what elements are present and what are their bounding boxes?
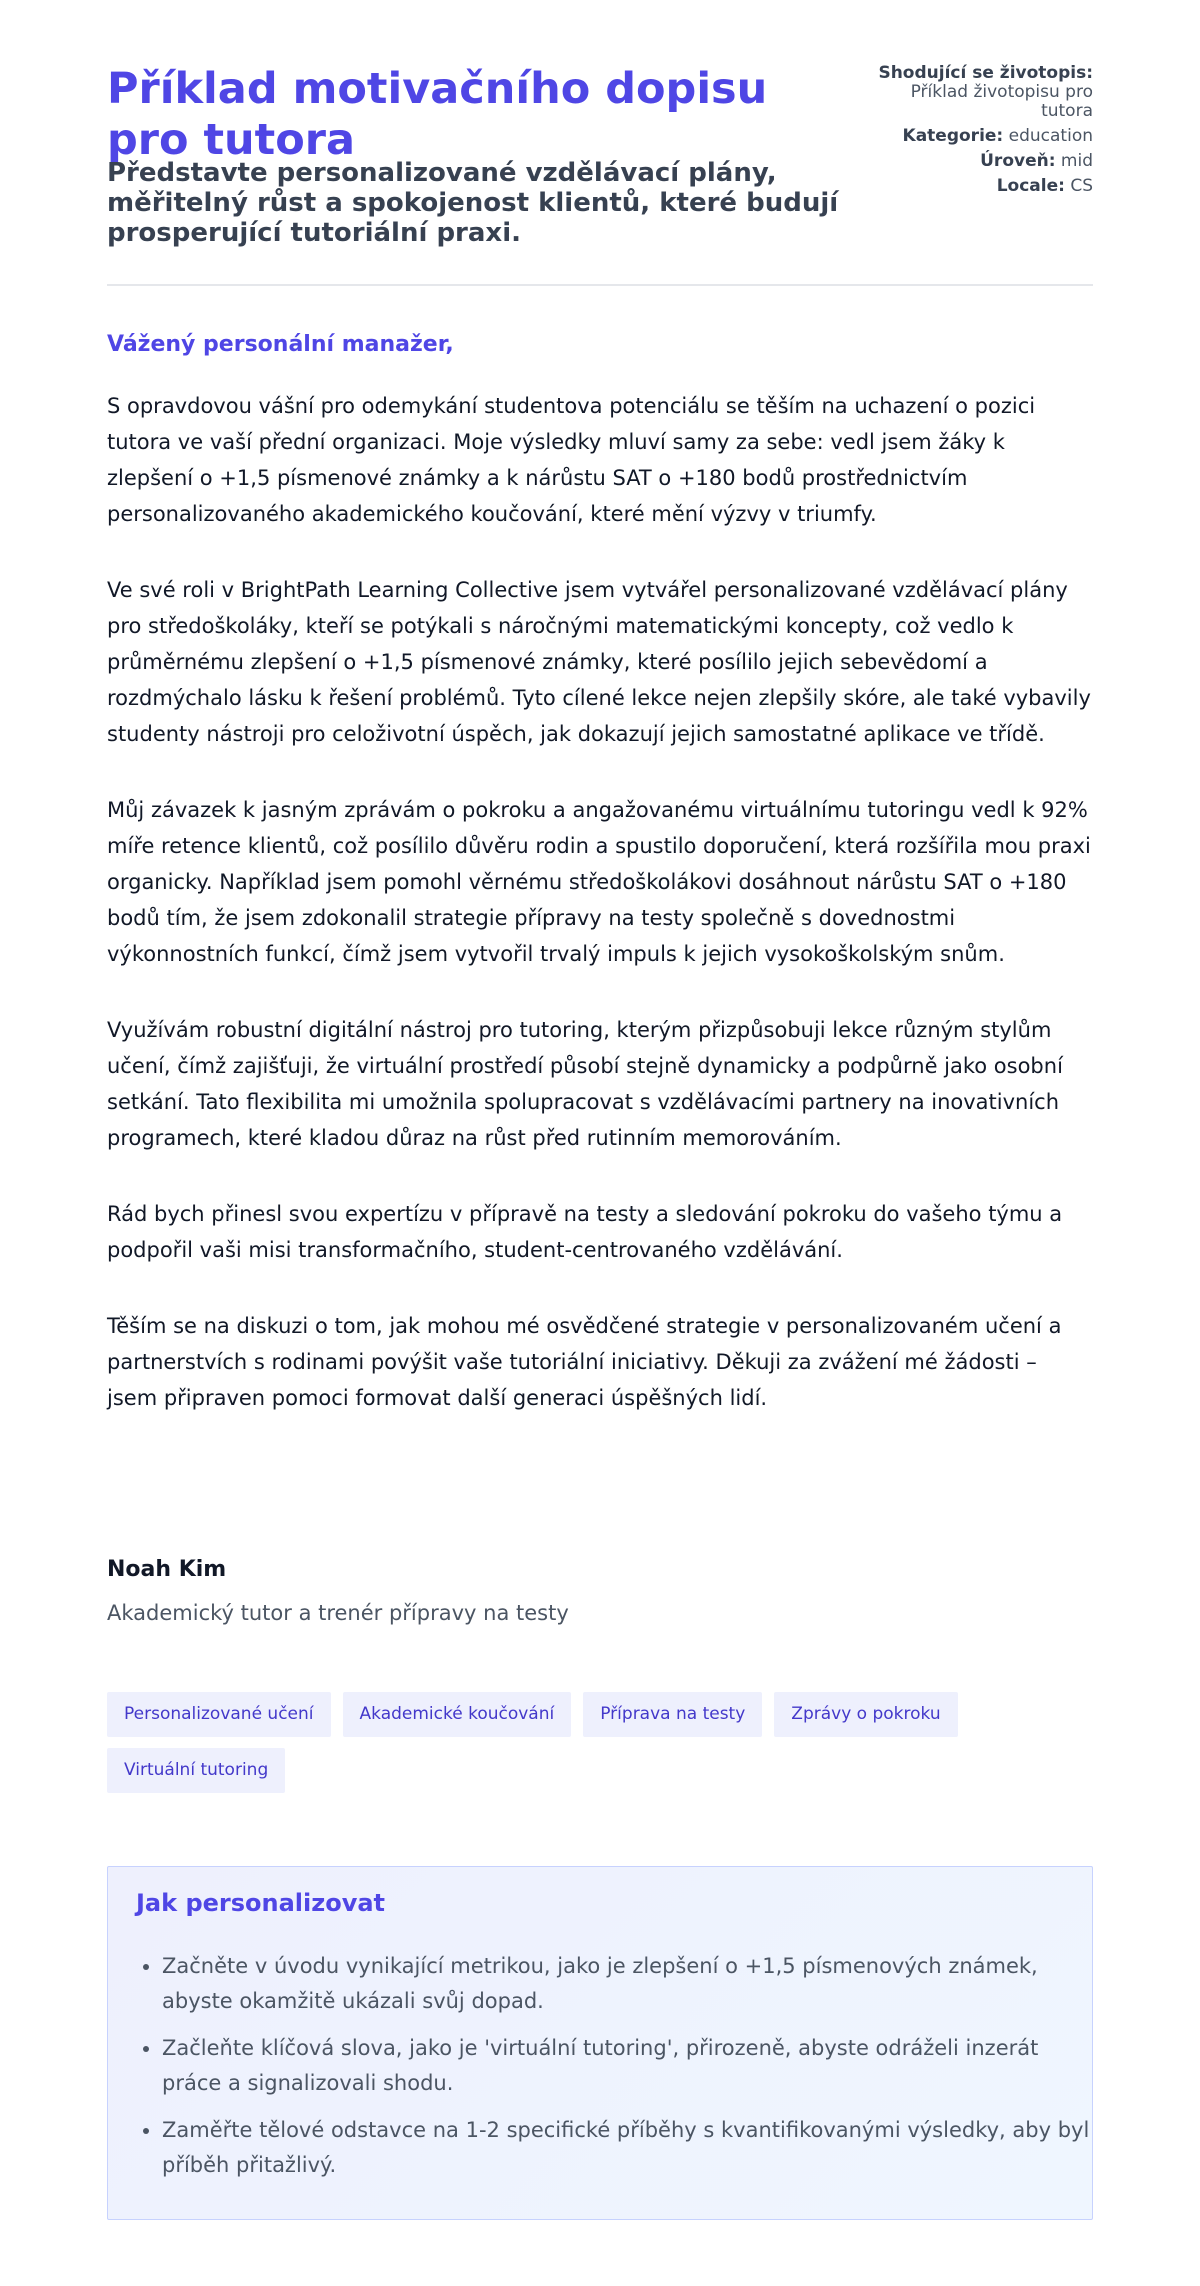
tip-item: • Začleňte klíčová slova, jako je 'virtuální tutoring', přirozeně, abyste odráželi inzerát práce a signalizovali shodu. bbox=[162, 2031, 1092, 2101]
tips-list bbox=[136, 1949, 1092, 2195]
keyword-tag: Akademické koučování bbox=[343, 1692, 572, 1737]
meta-level bbox=[873, 152, 1093, 171]
keyword-tag: Virtuální tutoring bbox=[107, 1748, 285, 1793]
letter-paragraph: Těším se na diskuzi o tom, jak mohou mé osvědčené strategie v personalizovaném učení a partnerstvích s rodinami povýšit vaše tutoriální iniciativy. Děkuji za zvážení mé žádosti – jsem připraven pomoci formovat další generaci úspěšných lidí. bbox=[107, 1314, 1062, 1410]
meta-label: Kategorie: bbox=[902, 126, 1004, 146]
keyword-tag: Příprava na testy bbox=[583, 1692, 762, 1737]
letter-paragraph: Využívám robustní digitální nástroj pro tutoring, kterým přizpůsobuji lekce různým stylům učení, čímž zajišťuji, že virtuální prostředí působí stejně dynamicky a podpůrně jako osobní setkání. Tato flexibilita mi umožnila spolupracovat s vzdělávacími partnery na inovativních programech, které kladou důraz na růst před rutinním memorováním. bbox=[107, 1018, 1063, 1150]
letter-header bbox=[107, 64, 1093, 286]
letter-paragraph: Rád bych přinesl svou expertízu v přípravě na testy a sledování pokroku do vašeho týmu a podpořil vaši misi transformačního, student-centrovaného vzdělávání. bbox=[107, 1202, 1063, 1262]
meta-value: education bbox=[1008, 126, 1093, 146]
signature-title: Akademický tutor a trenér přípravy na testy bbox=[107, 1601, 569, 1625]
tip-item: • Začněte v úvodu vynikající metrikou, jako je zlepšení o +1,5 písmenových známek, abyste okamžitě ukázali svůj dopad. bbox=[162, 1949, 1092, 2019]
letter-paragraph: Ve své roli v BrightPath Learning Collective jsem vytvářel personalizované vzdělávací plány pro středoškoláky, kteří se potýkali s náročnými matematickými koncepty, což vedlo k průměrnému zlepšení o +1,5 písmenové známky, které posílilo jejich sebevědomí a rozdmýchalo lásku k řešení problémů. Tyto cílené lekce nejen zlepšily skóre, ale také vybavily studenty nástroji pro celoživotní úspěch, jak dokazují jejich samostatné aplikace ve třídě. bbox=[107, 578, 1091, 746]
meta-label: Úroveň: bbox=[980, 151, 1056, 171]
keyword-tag: Zprávy o pokroku bbox=[774, 1692, 957, 1737]
meta-category bbox=[873, 127, 1093, 146]
page-subtitle: Představte personalizované vzdělávací plány, měřitelný růst a spokojenost klientů, které budují prosperující tutoriální praxi. bbox=[107, 158, 839, 248]
meta-panel bbox=[873, 64, 1093, 202]
letter-body bbox=[107, 388, 1093, 1456]
page-title: Příklad motivačního dopisu pro tutora bbox=[107, 64, 768, 165]
letter-salutation: Vážený personální manažer, bbox=[107, 332, 454, 357]
meta-label: Shodující se životopis: bbox=[878, 63, 1093, 83]
meta-value: Příklad životopisu pro tutora bbox=[910, 82, 1093, 121]
letter-paragraph: S opravdovou vášní pro odemykání studentova potenciálu se těším na uchazení o pozici tutora ve vaší přední organizaci. Moje výsledky mluví samy za sebe: vedl jsem žáky k zlepšení o +1,5 písmenové známky a k nárůstu SAT o +180 bodů prostřednictvím personalizovaného akademického koučování, které mění výzvy v triumfy. bbox=[107, 394, 1036, 526]
meta-matching-resume bbox=[873, 64, 1093, 121]
keyword-tags bbox=[107, 1692, 1093, 1793]
personalization-tips-box bbox=[107, 1866, 1093, 2220]
keyword-tag: Personalizované učení bbox=[107, 1692, 331, 1737]
meta-value: mid bbox=[1060, 151, 1093, 171]
letter-paragraph: Můj závazek k jasným zprávám o pokroku a angažovanému virtuálnímu tutoringu vedl k 92% míře retence klientů, což posílilo důvěru rodin a spustilo doporučení, která rozšířila mou praxi organicky. Například jsem pomohl věrnému středoškolákovi dosáhnout nárůstu SAT o +180 bodů tím, že jsem zdokonalil strategie přípravy na testy společně s dovednostmi výkonnostních funkcí, čímž jsem vytvořil trvalý impuls k jejich vysokoškolským snům. bbox=[107, 798, 1091, 966]
meta-locale bbox=[873, 177, 1093, 196]
meta-value: CS bbox=[1070, 176, 1093, 196]
signature-name: Noah Kim bbox=[107, 1557, 227, 1582]
tips-heading: Jak personalizovat bbox=[136, 1889, 386, 1917]
meta-label: Locale: bbox=[996, 176, 1065, 196]
tip-item: • Zaměřte tělové odstavce na 1-2 specifické příběhy s kvantifikovanými výsledky, aby byl příběh přitažlivý. bbox=[162, 2113, 1092, 2183]
